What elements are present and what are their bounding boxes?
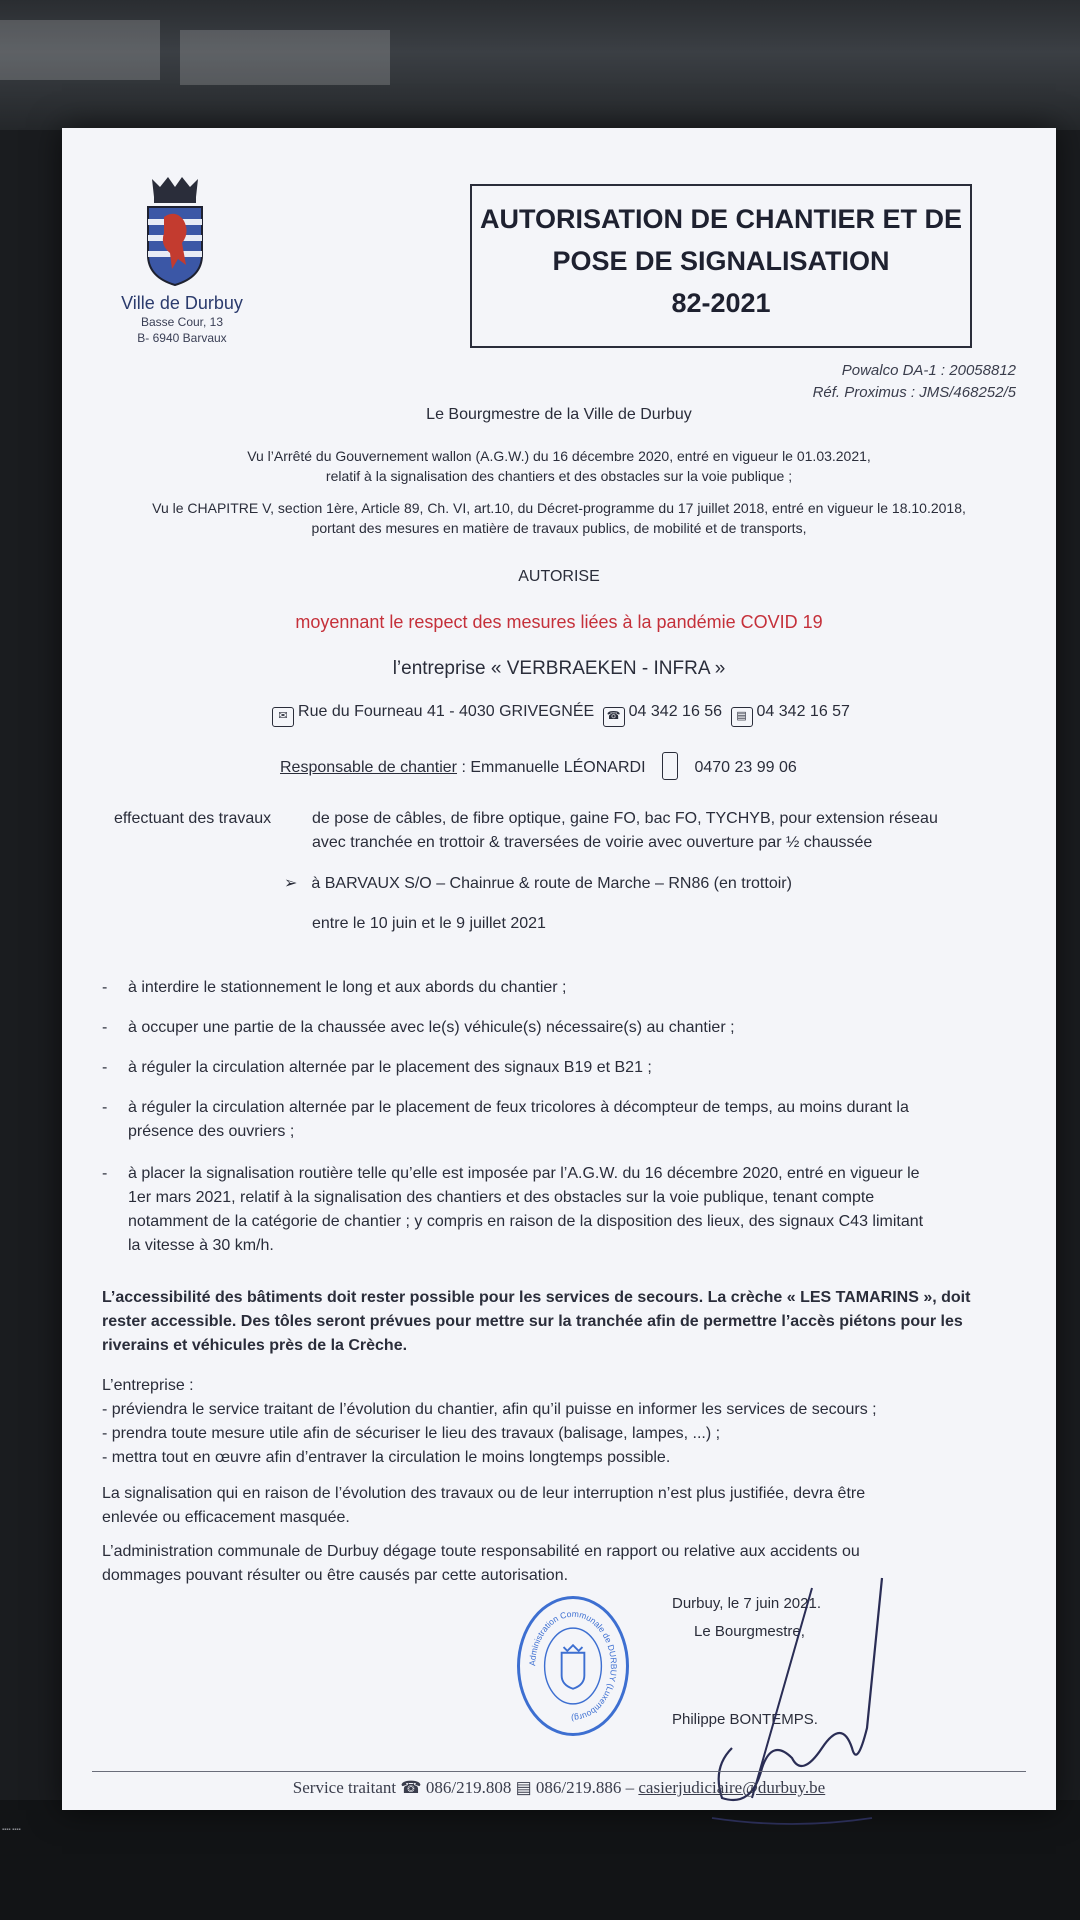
phone-icon: ☎ [603, 707, 625, 727]
company-contact-line [62, 703, 1056, 727]
disclaimer-line: dommages pouvant résulter ou être causés par cette autorisation. [102, 1567, 569, 1584]
company-phone: 04 342 16 56 [628, 703, 723, 720]
mobile-phone-icon [662, 752, 678, 780]
footer-email-link[interactable]: casierjudiciaire@durbuy.be [638, 1778, 826, 1797]
responsible-name: : Emmanuelle LÉONARDI [461, 759, 646, 776]
footer-fax: 086/219.886 [535, 1778, 622, 1797]
reference-numbers [813, 360, 1016, 404]
accessibility-line: rester accessible. Des tôles seront prévues pour mettre sur la tranchée afin de permettre l’accès piétons pour les [102, 1313, 963, 1330]
works-label: effectuant des travaux [114, 810, 272, 827]
city-address-street: Basse Cour, 13 [140, 315, 224, 329]
window-reflection [180, 30, 390, 85]
legal-basis-1-line-1: Vu l’Arrêté du Gouvernement wallon (A.G.W.) du 16 décembre 2020, entré en vigueur le 01.03.2021, [247, 448, 871, 464]
signature-name: Philippe BONTEMPS. [672, 1711, 818, 1728]
background-glass-top [0, 0, 1080, 130]
handwritten-signature [692, 1568, 912, 1868]
footer-separator: – [625, 1778, 635, 1797]
signalisation-line: La signalisation qui en raison de l’évolution des travaux ou de leur interruption n’est plus justifiée, devra être [102, 1485, 866, 1502]
location-line [284, 873, 792, 893]
company-fax: 04 342 16 57 [756, 703, 850, 720]
works-description-line-1: de pose de câbles, de fibre optique, gaine FO, bac FO, TYCHYB, pour extension réseau [312, 810, 938, 827]
title-line-1: AUTORISATION DE CHANTIER ET DE [479, 204, 963, 234]
authorise-heading: AUTORISE [518, 568, 600, 585]
footer-label: Service traitant [292, 1778, 397, 1797]
obligation-item: - préviendra le service traitant de l’évolution du chantier, afin qu’il puisse en informer les services de secours ; [102, 1401, 877, 1418]
title-line-2: POSE DE SIGNALISATION [552, 246, 890, 276]
issuer-line: Le Bourgmestre de la Ville de Durbuy [426, 406, 692, 423]
accessibility-paragraph [102, 1286, 1022, 1358]
measure-text: à réguler la circulation alternée par le placement de feux tricolores à décompteur de temps, au moins durant la [128, 1099, 909, 1116]
disclaimer-line: L’administration communale de Durbuy dégage toute responsabilité en rapport ou relative aux accidents ou [102, 1543, 860, 1560]
measure-text: notamment de la catégorie de chantier ; y compris en raison de la disposition des lieux, des signaux C43 limitant [128, 1213, 924, 1230]
legal-basis-1-line-2: relatif à la signalisation des chantiers et des obstacles sur la voie publique ; [325, 468, 793, 484]
covid-notice: moyennant le respect des mesures liées à la pandémie COVID 19 [295, 612, 823, 632]
legal-basis-2-line-1: Vu le CHAPITRE V, section 1ère, Article 89, Ch. VI, art.10, du Décret-programme du 17 juillet 2018, entré en vigueur le 18.10.2018, [152, 500, 966, 516]
period-line: entre le 10 juin et le 9 juillet 2021 [312, 915, 546, 932]
measure-text: à interdire le stationnement le long et aux abords du chantier ; [128, 979, 567, 996]
company-name: l’entreprise « VERBRAEKEN - INFRA » [392, 658, 726, 679]
signature-role: Le Bourgmestre, [694, 1623, 805, 1640]
signalisation-line: enlevée ou efficacement masquée. [102, 1509, 350, 1526]
responsible-label: Responsable de chantier [280, 759, 458, 776]
company-address: Rue du Fourneau 41 - 4030 GRIVEGNÉE [298, 703, 595, 720]
measure-text: 1er mars 2021, relatif à la signalisation des chantiers et des obstacles sur la voie publique, tenant compte [128, 1189, 875, 1206]
measure-text: la vitesse à 30 km/h. [128, 1237, 274, 1254]
location-text: à BARVAUX S/O – Chainrue & route de Marche – RN86 (en trottoir) [311, 875, 792, 892]
official-stamp [517, 1596, 629, 1736]
legal-basis-2-line-2: portant des mesures en matière de travaux publics, de mobilité et de transports, [311, 520, 807, 536]
ref-proximus: Réf. Proximus : JMS/468252/5 [812, 384, 1016, 401]
corner-label-sticker: ▪▪▪▪ ▪▪▪▪ [2, 1827, 21, 1833]
fax-icon: ▤ [515, 1778, 532, 1797]
title-number: 82-2021 [671, 288, 771, 318]
accessibility-line: L’accessibilité des bâtiments doit rester possible pour les services de secours. La crèche « LES TAMARINS », doit [102, 1289, 971, 1306]
responsible-mobile: 0470 23 99 06 [694, 759, 797, 776]
measure-text: présence des ouvriers ; [128, 1123, 295, 1140]
signature-place-date: Durbuy, le 7 juin 2021. [672, 1595, 821, 1612]
authorization-notice: Ville de Durbuy Basse Cour, 13 B- 6940 Barvaux AUTORISATION DE CHANTIER ET DE POSE DE SIGNALISATION 82-2021 Powalco DA-1 : 20058812 Réf. Proximus : JMS/468252/5 Le Bourgmestre de la Ville de Durbuy Vu l’Arrêté du Gouvernement wallon (A.G.W.) du 16 décembre 2020, entré en vigueur le 01.03.2021, relatif à la signalisation des chantiers et des obstacles sur la voie publique ; Vu le CHAPITRE V, section 1ère, Article 89, Ch. VI, art.10, du Décret-programme du 17 juillet 2018, entré en vigueur le 18.10.2018, portant des mesures en matière de travaux publics, de mobilité et de transports, AUTORISE moyennant le respect des mesures liées à la pandémie COVID 19 l’entreprise « VERBRAEKEN - INFRA » ✉ Rue du Fourneau 41 - 4030 GRIVEGNÉE ☎ 04 342 16 56 ▤ 04 342 16 57 Responsable de chantier : Emmanuelle LÉONARDI 0470 23 99 06 effectuant des travaux de pose de câbles, de fibre optique, gaine FO, bac FO, TYCHYB, pour extension réseau avec tranchée en trottoir & traversées de voirie avec ouverture par ½ chaussée ➢ à BARVAUX S/O – Chainrue & route de Marche – RN86 (en trottoir) entre le 10 juin et le 9 juillet 2021 - à interdire le stationnement le long et aux abords du chantier ; - à occuper une partie de la chaussée avec le(s) véhicule(s) nécessaire(s) au chantier ; - à réguler la circulation alternée par le placement des signaux B19 et B21 ; - à réguler la circulation alternée par le placement de feux tricolores à décompteur de temps, au moins durant la présence des ouvriers ; - à placer la signalisation routière telle qu’elle est imposée par l’A.G.W. du 16 décembre 2020, entré en vigueur le 1er mars 2021, relatif à la signalisation des chantiers et des obstacles sur la voie publique, tenant compte notamment de la catégorie de chantier ; y compris en raison de la disposition des lieux, des signaux C43 limitant la vitesse à 30 km/h. L’accessibilité des bâtiments doit rester possible pour les services de secours. La crèche « LES TAMARINS », doit rester accessible. Des tôles seront prévues pour mettre sur la tranchée afin de permettre l’accès piétons pour les riverains et véhicules près de la Crèche. L’entreprise : - préviendra le service traitant de l’évolution du chantier, afin qu’il puisse en informer les services de secours ; - prendra toute mesure utile afin de sécuriser le lieu des travaux (balisage, lampes, ...) ; - mettra tout en œuvre afin d’entraver la circulation le moins longtemps possible. La signalisation qui en raison de l’évolution des travaux ou de leur interruption n’est plus justifiée, devra être enlevée ou efficacement masquée. L’administration communale de Durbuy dégage toute responsabilité en rapport ou relative aux accidents ou dommages pouvant résulter ou être causés par cette autorisation. Administration Communale de DURBUY (Luxembourg) Durbuy, le 7 juin 2021. Le Bourgmestre, Philippe BONTEMPS. Service traitant ☎ 086/219.808 ▤ 086/219.886 – casierjudiciaire@durbuy.be [62, 128, 1056, 1810]
svg-text:Administration Communale de DU: Administration Communale de DURBUY (Luxembourg) [527, 1608, 619, 1724]
window-reflection [0, 20, 160, 80]
obligation-item: - prendra toute mesure utile afin de sécuriser le lieu des travaux (balisage, lampes, ...) ; [102, 1425, 721, 1442]
arrow-bullet-icon: ➢ [284, 875, 298, 892]
city-info [82, 293, 282, 346]
document-title-box [470, 184, 972, 348]
obligation-item: - mettra tout en œuvre afin d’entraver la circulation le moins longtemps possible. [102, 1449, 671, 1466]
obligations-label: L’entreprise : [102, 1377, 194, 1394]
accessibility-line: riverains et véhicules près de la Crèche. [102, 1337, 408, 1354]
phone-icon: ☎ [400, 1778, 422, 1797]
city-crest-logo [142, 173, 208, 293]
responsible-line [280, 752, 797, 780]
measure-text: à placer la signalisation routière telle qu’elle est imposée par l’A.G.W. du 16 décembre 2020, entré en vigueur le [128, 1165, 920, 1182]
footer-phone: 086/219.808 [425, 1778, 512, 1797]
works-description-line-2: avec tranchée en trottoir & traversées de voirie avec ouverture par ½ chaussée [312, 834, 873, 851]
fax-icon: ▤ [731, 707, 753, 727]
ref-powalco: Powalco DA-1 : 20058812 [841, 362, 1016, 379]
measure-text: à occuper une partie de la chaussée avec le(s) véhicule(s) nécessaire(s) au chantier ; [128, 1019, 735, 1036]
company-obligations [102, 1374, 1022, 1470]
background-frame-bottom [0, 1800, 1080, 1920]
city-address-postal: B- 6940 Barvaux [137, 331, 227, 345]
signalisation-paragraph [102, 1482, 1022, 1530]
measure-text: à réguler la circulation alternée par le placement des signaux B19 et B21 ; [128, 1059, 652, 1076]
stamp-seal-image [520, 1599, 626, 1733]
mail-icon: ✉ [272, 707, 294, 727]
city-name: Ville de Durbuy [121, 293, 243, 313]
footer-contact [62, 1778, 1056, 1798]
footer-divider [92, 1771, 1026, 1772]
